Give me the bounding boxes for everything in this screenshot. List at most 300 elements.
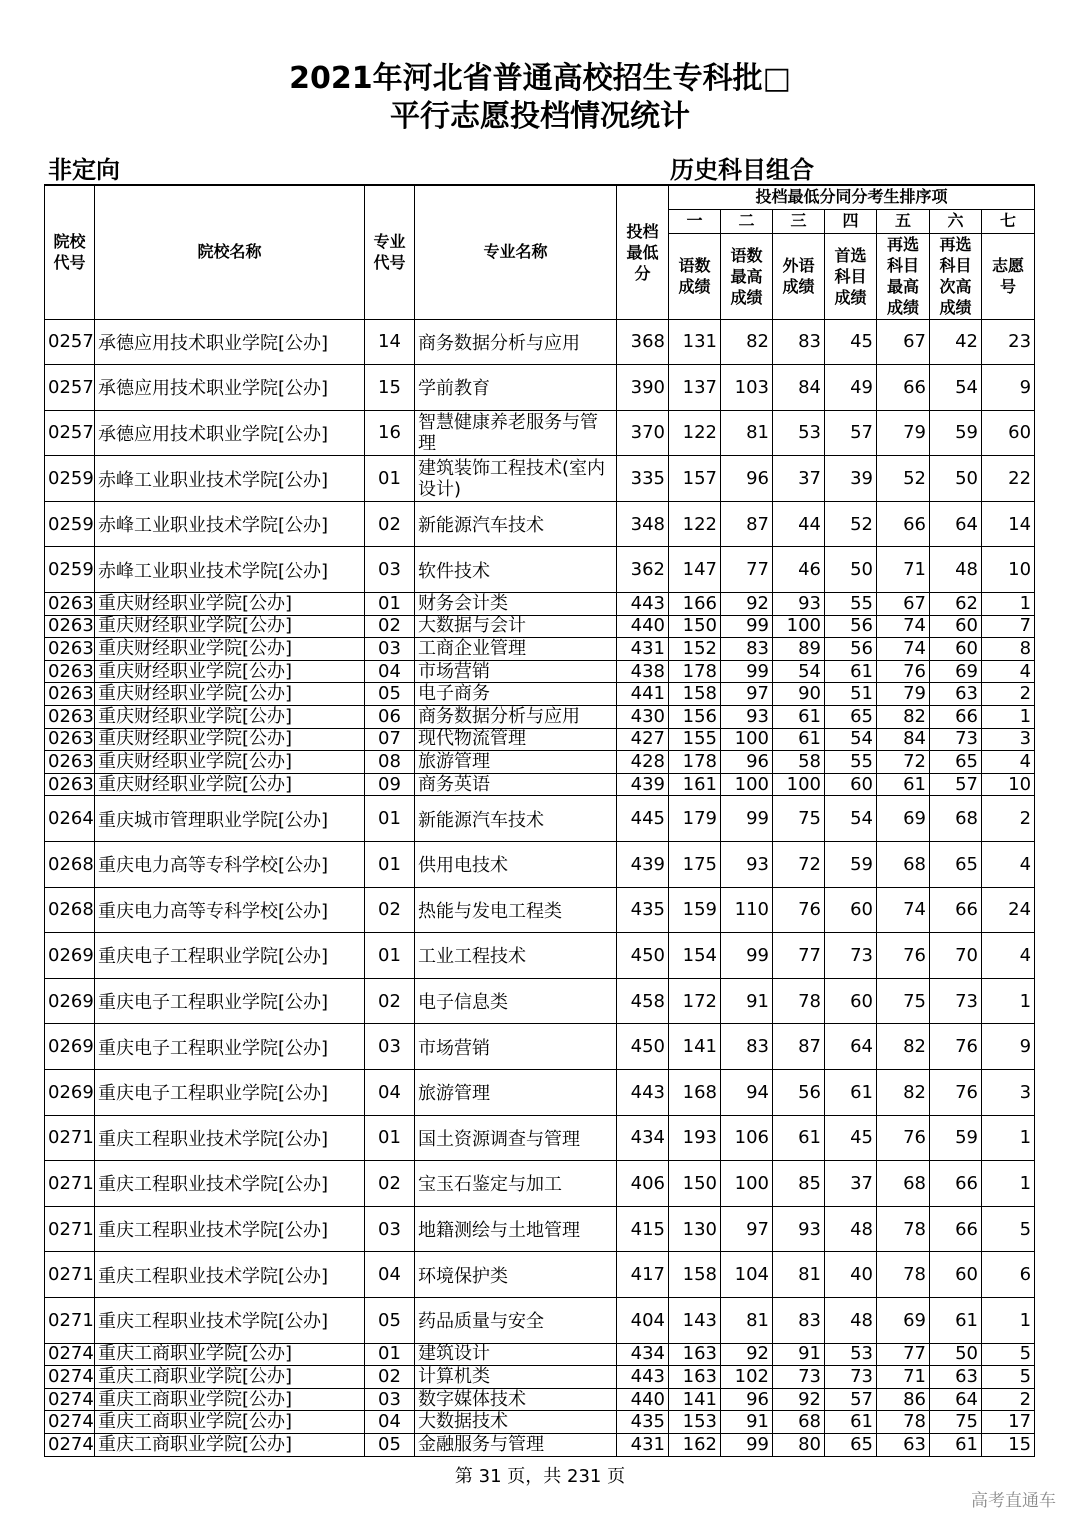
cell-tie-foreign-language: 77	[773, 933, 825, 979]
cell-tie-preference-no: 1	[982, 978, 1035, 1024]
cell-school-name: 重庆工商职业学院[公办]	[95, 1433, 365, 1456]
cell-tie-preference-no: 4	[982, 660, 1035, 683]
cell-major-name: 市场营销	[415, 1024, 617, 1070]
cell-tie-elective-max: 82	[877, 1024, 930, 1070]
cell-major-name: 计算机类	[415, 1366, 617, 1389]
cell-tie-elective-second: 61	[930, 1433, 982, 1456]
cell-school-name: 重庆电力高等专科学校[公办]	[95, 887, 365, 933]
cell-tie-preference-no: 24	[982, 887, 1035, 933]
cell-min-score: 443	[617, 1069, 669, 1115]
cell-tie-first-subject: 45	[825, 1115, 877, 1161]
cell-tie-foreign-language: 73	[773, 1366, 825, 1389]
header-order-2: 二	[721, 209, 773, 233]
cell-tie-chinese-math-max: 104	[721, 1252, 773, 1298]
cell-tie-elective-max: 71	[877, 547, 930, 593]
cell-tie-first-subject: 65	[825, 706, 877, 729]
header-tie-chinese-math: 语数成绩	[669, 233, 721, 319]
cell-tie-chinese-math-max: 83	[721, 1024, 773, 1070]
cell-tie-preference-no: 2	[982, 683, 1035, 706]
cell-major-name: 电子商务	[415, 683, 617, 706]
cell-tie-preference-no: 1	[982, 1161, 1035, 1207]
cell-tie-chinese-math-max: 99	[721, 933, 773, 979]
cell-tie-preference-no: 1	[982, 1297, 1035, 1343]
cell-min-score: 434	[617, 1343, 669, 1366]
cell-major-code: 05	[365, 1297, 415, 1343]
cell-tie-foreign-language: 46	[773, 547, 825, 593]
cell-tie-chinese-math: 163	[669, 1343, 721, 1366]
table-row	[45, 1343, 1035, 1366]
cell-school-name: 重庆工程职业技术学院[公办]	[95, 1115, 365, 1161]
cell-major-code: 02	[365, 615, 415, 638]
table-row	[45, 1069, 1035, 1115]
cell-major-name: 学前教育	[415, 365, 617, 411]
table-row	[45, 933, 1035, 979]
cell-major-name: 现代物流管理	[415, 728, 617, 751]
cell-major-name: 数字媒体技术	[415, 1388, 617, 1411]
cell-tie-elective-second: 73	[930, 978, 982, 1024]
cell-school-code: 0263	[45, 728, 95, 751]
cell-school-name: 重庆电力高等专科学校[公办]	[95, 842, 365, 888]
cell-major-code: 14	[365, 319, 415, 365]
cell-tie-first-subject: 61	[825, 1411, 877, 1434]
cell-tie-preference-no: 4	[982, 842, 1035, 888]
cell-tie-foreign-language: 84	[773, 365, 825, 411]
table-row	[45, 410, 1035, 456]
cell-tie-preference-no: 10	[982, 773, 1035, 796]
cell-major-name: 商务数据分析与应用	[415, 706, 617, 729]
cell-school-code: 0271	[45, 1161, 95, 1207]
cell-school-name: 承德应用技术职业学院[公办]	[95, 410, 365, 456]
cell-school-name: 重庆财经职业学院[公办]	[95, 683, 365, 706]
cell-min-score: 348	[617, 501, 669, 547]
cell-tie-first-subject: 65	[825, 1433, 877, 1456]
table-row	[45, 547, 1035, 593]
cell-tie-foreign-language: 53	[773, 410, 825, 456]
cell-tie-foreign-language: 76	[773, 887, 825, 933]
cell-major-code: 07	[365, 728, 415, 751]
cell-school-code: 0263	[45, 773, 95, 796]
cell-major-code: 03	[365, 638, 415, 661]
cell-tie-elective-second: 66	[930, 706, 982, 729]
cell-major-name: 金融服务与管理	[415, 1433, 617, 1456]
cell-major-name: 建筑装饰工程技术(室内设计)	[415, 456, 617, 502]
cell-tie-foreign-language: 91	[773, 1343, 825, 1366]
cell-tie-chinese-math-max: 92	[721, 593, 773, 616]
cell-tie-elective-max: 82	[877, 1069, 930, 1115]
cell-tie-foreign-language: 92	[773, 1388, 825, 1411]
cell-tie-chinese-math-max: 96	[721, 456, 773, 502]
cell-major-code: 15	[365, 365, 415, 411]
cell-min-score: 440	[617, 1388, 669, 1411]
cell-tie-chinese-math: 131	[669, 319, 721, 365]
table-row	[45, 773, 1035, 796]
cell-tie-preference-no: 5	[982, 1366, 1035, 1389]
cell-tie-preference-no: 4	[982, 751, 1035, 774]
cell-tie-preference-no: 1	[982, 593, 1035, 616]
cell-major-name: 国土资源调查与管理	[415, 1115, 617, 1161]
cell-major-code: 03	[365, 1206, 415, 1252]
cell-major-code: 02	[365, 1366, 415, 1389]
cell-tie-elective-max: 82	[877, 706, 930, 729]
cell-major-code: 01	[365, 1115, 415, 1161]
header-tie-chinese-math-max: 语数最高成绩	[721, 233, 773, 319]
cell-tie-chinese-math-max: 96	[721, 1388, 773, 1411]
cell-school-name: 重庆工商职业学院[公办]	[95, 1388, 365, 1411]
cell-tie-elective-second: 69	[930, 660, 982, 683]
table-row	[45, 1024, 1035, 1070]
cell-tie-chinese-math: 122	[669, 410, 721, 456]
cell-tie-foreign-language: 90	[773, 683, 825, 706]
cell-major-name: 财务会计类	[415, 593, 617, 616]
cell-school-code: 0263	[45, 638, 95, 661]
cell-tie-elective-max: 76	[877, 933, 930, 979]
cell-tie-foreign-language: 78	[773, 978, 825, 1024]
cell-tie-elective-max: 67	[877, 593, 930, 616]
cell-tie-foreign-language: 100	[773, 615, 825, 638]
cell-tie-elective-second: 50	[930, 456, 982, 502]
cell-tie-first-subject: 50	[825, 547, 877, 593]
cell-tie-first-subject: 37	[825, 1161, 877, 1207]
cell-min-score: 458	[617, 978, 669, 1024]
cell-tie-chinese-math-max: 99	[721, 1433, 773, 1456]
cell-tie-chinese-math: 141	[669, 1388, 721, 1411]
cell-tie-elective-second: 61	[930, 1297, 982, 1343]
cell-major-name: 电子信息类	[415, 978, 617, 1024]
cell-school-code: 0257	[45, 410, 95, 456]
table-row	[45, 660, 1035, 683]
cell-tie-elective-max: 76	[877, 660, 930, 683]
cell-tie-elective-max: 66	[877, 501, 930, 547]
cell-tie-elective-second: 63	[930, 1366, 982, 1389]
table-row	[45, 1366, 1035, 1389]
cell-school-name: 重庆财经职业学院[公办]	[95, 638, 365, 661]
cell-tie-chinese-math-max: 99	[721, 660, 773, 683]
cell-tie-foreign-language: 83	[773, 1297, 825, 1343]
cell-school-name: 重庆财经职业学院[公办]	[95, 593, 365, 616]
cell-school-name: 重庆财经职业学院[公办]	[95, 728, 365, 751]
cell-school-name: 重庆财经职业学院[公办]	[95, 706, 365, 729]
cell-tie-chinese-math-max: 83	[721, 638, 773, 661]
cell-tie-foreign-language: 44	[773, 501, 825, 547]
table-row	[45, 1206, 1035, 1252]
cell-tie-chinese-math-max: 77	[721, 547, 773, 593]
cell-tie-first-subject: 39	[825, 456, 877, 502]
table-row	[45, 842, 1035, 888]
cell-school-code: 0269	[45, 978, 95, 1024]
cell-tie-chinese-math: 155	[669, 728, 721, 751]
category-left: 非定向	[48, 156, 120, 184]
cell-tie-elective-max: 79	[877, 410, 930, 456]
cell-min-score: 406	[617, 1161, 669, 1207]
cell-tie-first-subject: 73	[825, 933, 877, 979]
cell-tie-elective-max: 74	[877, 615, 930, 638]
header-order-1: 一	[669, 209, 721, 233]
cell-tie-foreign-language: 87	[773, 1024, 825, 1070]
cell-tie-foreign-language: 93	[773, 593, 825, 616]
page-title-line2: 平行志愿投档情况统计	[390, 99, 690, 134]
cell-school-code: 0263	[45, 751, 95, 774]
cell-major-name: 市场营销	[415, 660, 617, 683]
cell-tie-elective-second: 64	[930, 1388, 982, 1411]
cell-tie-chinese-math-max: 97	[721, 683, 773, 706]
cell-school-code: 0271	[45, 1252, 95, 1298]
cell-tie-preference-no: 15	[982, 1433, 1035, 1456]
cell-tie-first-subject: 64	[825, 1024, 877, 1070]
cell-tie-preference-no: 17	[982, 1411, 1035, 1434]
cell-tie-elective-max: 78	[877, 1206, 930, 1252]
cell-major-code: 09	[365, 773, 415, 796]
cell-min-score: 430	[617, 706, 669, 729]
cell-min-score: 439	[617, 773, 669, 796]
cell-major-name: 商务数据分析与应用	[415, 319, 617, 365]
table-row	[45, 593, 1035, 616]
cell-major-name: 宝玉石鉴定与加工	[415, 1161, 617, 1207]
table-row	[45, 796, 1035, 842]
cell-major-code: 04	[365, 1069, 415, 1115]
cell-tie-preference-no: 14	[982, 501, 1035, 547]
cell-tie-foreign-language: 85	[773, 1161, 825, 1207]
cell-tie-chinese-math: 141	[669, 1024, 721, 1070]
cell-tie-elective-second: 76	[930, 1024, 982, 1070]
cell-tie-elective-max: 72	[877, 751, 930, 774]
cell-major-code: 01	[365, 842, 415, 888]
cell-tie-chinese-math: 172	[669, 978, 721, 1024]
cell-tie-preference-no: 2	[982, 796, 1035, 842]
cell-tie-elective-max: 77	[877, 1343, 930, 1366]
cell-tie-chinese-math: 152	[669, 638, 721, 661]
cell-school-code: 0269	[45, 933, 95, 979]
cell-school-code: 0274	[45, 1343, 95, 1366]
cell-tie-elective-second: 64	[930, 501, 982, 547]
cell-school-name: 赤峰工业职业技术学院[公办]	[95, 547, 365, 593]
cell-tie-first-subject: 57	[825, 410, 877, 456]
header-min-score: 投档最低分	[617, 185, 669, 319]
cell-tie-chinese-math: 162	[669, 1433, 721, 1456]
cell-major-name: 大数据技术	[415, 1411, 617, 1434]
table-row	[45, 1297, 1035, 1343]
cell-tie-first-subject: 73	[825, 1366, 877, 1389]
cell-tie-elective-max: 84	[877, 728, 930, 751]
cell-major-name: 药品质量与安全	[415, 1297, 617, 1343]
cell-tie-chinese-math: 122	[669, 501, 721, 547]
cell-tie-first-subject: 48	[825, 1297, 877, 1343]
cell-tie-chinese-math-max: 106	[721, 1115, 773, 1161]
cell-tie-chinese-math: 157	[669, 456, 721, 502]
cell-tie-preference-no: 4	[982, 933, 1035, 979]
cell-school-name: 承德应用技术职业学院[公办]	[95, 319, 365, 365]
table-row	[45, 615, 1035, 638]
cell-tie-chinese-math: 166	[669, 593, 721, 616]
cell-tie-foreign-language: 93	[773, 1206, 825, 1252]
cell-tie-first-subject: 56	[825, 615, 877, 638]
cell-tie-first-subject: 60	[825, 978, 877, 1024]
cell-school-name: 重庆工程职业技术学院[公办]	[95, 1206, 365, 1252]
cell-min-score: 417	[617, 1252, 669, 1298]
cell-min-score: 440	[617, 615, 669, 638]
cell-tie-chinese-math-max: 87	[721, 501, 773, 547]
cell-min-score: 443	[617, 593, 669, 616]
cell-major-code: 04	[365, 660, 415, 683]
cell-tie-chinese-math-max: 97	[721, 1206, 773, 1252]
cell-major-code: 02	[365, 978, 415, 1024]
cell-school-code: 0263	[45, 706, 95, 729]
cell-tie-elective-second: 60	[930, 615, 982, 638]
cell-tie-first-subject: 48	[825, 1206, 877, 1252]
cell-tie-elective-second: 65	[930, 751, 982, 774]
cell-tie-elective-max: 68	[877, 842, 930, 888]
cell-tie-chinese-math: 147	[669, 547, 721, 593]
cell-school-code: 0274	[45, 1433, 95, 1456]
cell-school-code: 0274	[45, 1411, 95, 1434]
cell-tie-preference-no: 8	[982, 638, 1035, 661]
cell-tie-chinese-math: 137	[669, 365, 721, 411]
cell-school-code: 0268	[45, 842, 95, 888]
cell-min-score: 390	[617, 365, 669, 411]
cell-tie-chinese-math-max: 103	[721, 365, 773, 411]
cell-tie-foreign-language: 61	[773, 706, 825, 729]
cell-school-name: 承德应用技术职业学院[公办]	[95, 365, 365, 411]
cell-tie-elective-second: 60	[930, 1252, 982, 1298]
cell-tie-preference-no: 60	[982, 410, 1035, 456]
cell-tie-chinese-math-max: 94	[721, 1069, 773, 1115]
cell-tie-chinese-math-max: 110	[721, 887, 773, 933]
cell-tie-chinese-math-max: 100	[721, 728, 773, 751]
header-order-6: 六	[930, 209, 982, 233]
cell-tie-preference-no: 5	[982, 1206, 1035, 1252]
table-row	[45, 1411, 1035, 1434]
cell-tie-foreign-language: 61	[773, 728, 825, 751]
cell-major-name: 工商企业管理	[415, 638, 617, 661]
cell-tie-elective-max: 61	[877, 773, 930, 796]
cell-school-code: 0263	[45, 683, 95, 706]
cell-major-code: 16	[365, 410, 415, 456]
cell-tie-elective-max: 67	[877, 319, 930, 365]
cell-min-score: 450	[617, 1024, 669, 1070]
cell-school-name: 重庆财经职业学院[公办]	[95, 660, 365, 683]
table-row	[45, 1388, 1035, 1411]
cell-tie-first-subject: 59	[825, 842, 877, 888]
cell-school-name: 重庆电子工程职业学院[公办]	[95, 1069, 365, 1115]
cell-tie-foreign-language: 72	[773, 842, 825, 888]
cell-tie-chinese-math-max: 81	[721, 1297, 773, 1343]
cell-min-score: 404	[617, 1297, 669, 1343]
cell-min-score: 362	[617, 547, 669, 593]
cell-tie-first-subject: 55	[825, 593, 877, 616]
cell-tie-elective-max: 52	[877, 456, 930, 502]
cell-min-score: 431	[617, 638, 669, 661]
cell-tie-first-subject: 60	[825, 887, 877, 933]
cell-school-name: 重庆电子工程职业学院[公办]	[95, 978, 365, 1024]
cell-tie-chinese-math: 179	[669, 796, 721, 842]
cell-school-code: 0259	[45, 547, 95, 593]
header-school-code: 院校代号	[45, 185, 95, 319]
cell-tie-chinese-math-max: 99	[721, 796, 773, 842]
cell-tie-elective-second: 57	[930, 773, 982, 796]
cell-tie-preference-no: 2	[982, 1388, 1035, 1411]
cell-school-code: 0271	[45, 1115, 95, 1161]
cell-tie-preference-no: 5	[982, 1343, 1035, 1366]
cell-tie-preference-no: 3	[982, 1069, 1035, 1115]
cell-tie-chinese-math: 158	[669, 683, 721, 706]
cell-tie-foreign-language: 37	[773, 456, 825, 502]
cell-major-name: 工业工程技术	[415, 933, 617, 979]
cell-tie-chinese-math: 159	[669, 887, 721, 933]
cell-major-name: 地籍测绘与土地管理	[415, 1206, 617, 1252]
cell-school-code: 0274	[45, 1388, 95, 1411]
cell-min-score: 370	[617, 410, 669, 456]
table-row	[45, 1433, 1035, 1456]
cell-min-score: 368	[617, 319, 669, 365]
cell-tie-elective-second: 50	[930, 1343, 982, 1366]
header-school-name: 院校名称	[95, 185, 365, 319]
cell-min-score: 435	[617, 1411, 669, 1434]
cell-school-code: 0259	[45, 456, 95, 502]
cell-tie-foreign-language: 61	[773, 1115, 825, 1161]
cell-tie-chinese-math: 153	[669, 1411, 721, 1434]
cell-tie-elective-max: 76	[877, 1115, 930, 1161]
cell-tie-chinese-math-max: 81	[721, 410, 773, 456]
cell-major-code: 08	[365, 751, 415, 774]
cell-tie-chinese-math-max: 102	[721, 1366, 773, 1389]
cell-tie-first-subject: 52	[825, 501, 877, 547]
cell-tie-elective-max: 86	[877, 1388, 930, 1411]
cell-major-code: 03	[365, 1388, 415, 1411]
cell-major-name: 热能与发电工程类	[415, 887, 617, 933]
cell-tie-first-subject: 53	[825, 1343, 877, 1366]
cell-tie-first-subject: 56	[825, 638, 877, 661]
cell-tie-elective-second: 48	[930, 547, 982, 593]
cell-major-name: 新能源汽车技术	[415, 501, 617, 547]
cell-major-name: 旅游管理	[415, 751, 617, 774]
header-tie-group: 投档最低分同分考生排序项	[669, 185, 1035, 209]
cell-major-name: 商务英语	[415, 773, 617, 796]
cell-school-name: 赤峰工业职业技术学院[公办]	[95, 456, 365, 502]
cell-tie-elective-max: 66	[877, 365, 930, 411]
cell-tie-foreign-language: 54	[773, 660, 825, 683]
cell-tie-elective-second: 66	[930, 887, 982, 933]
cell-tie-elective-max: 71	[877, 1366, 930, 1389]
cell-min-score: 435	[617, 887, 669, 933]
cell-school-code: 0268	[45, 887, 95, 933]
cell-tie-chinese-math: 161	[669, 773, 721, 796]
cell-school-code: 0271	[45, 1206, 95, 1252]
cell-major-code: 06	[365, 706, 415, 729]
cell-tie-chinese-math-max: 91	[721, 978, 773, 1024]
cell-tie-elective-max: 68	[877, 1161, 930, 1207]
cell-school-name: 重庆城市管理职业学院[公办]	[95, 796, 365, 842]
cell-tie-elective-second: 76	[930, 1069, 982, 1115]
cell-tie-elective-second: 66	[930, 1161, 982, 1207]
cell-tie-preference-no: 3	[982, 728, 1035, 751]
cell-school-name: 重庆财经职业学院[公办]	[95, 615, 365, 638]
page-title-line1: 2021年河北省普通高校招生专科批□	[289, 61, 791, 96]
cell-tie-chinese-math: 143	[669, 1297, 721, 1343]
cell-school-name: 重庆工商职业学院[公办]	[95, 1366, 365, 1389]
cell-school-name: 重庆工商职业学院[公办]	[95, 1343, 365, 1366]
cell-tie-chinese-math: 178	[669, 751, 721, 774]
cell-major-code: 05	[365, 683, 415, 706]
cell-major-code: 01	[365, 933, 415, 979]
cell-school-code: 0269	[45, 1024, 95, 1070]
cell-tie-preference-no: 9	[982, 1024, 1035, 1070]
table-row	[45, 501, 1035, 547]
cell-tie-elective-second: 54	[930, 365, 982, 411]
cell-tie-elective-max: 79	[877, 683, 930, 706]
table-row	[45, 751, 1035, 774]
cell-tie-preference-no: 10	[982, 547, 1035, 593]
cell-school-code: 0271	[45, 1297, 95, 1343]
cell-major-code: 05	[365, 1433, 415, 1456]
